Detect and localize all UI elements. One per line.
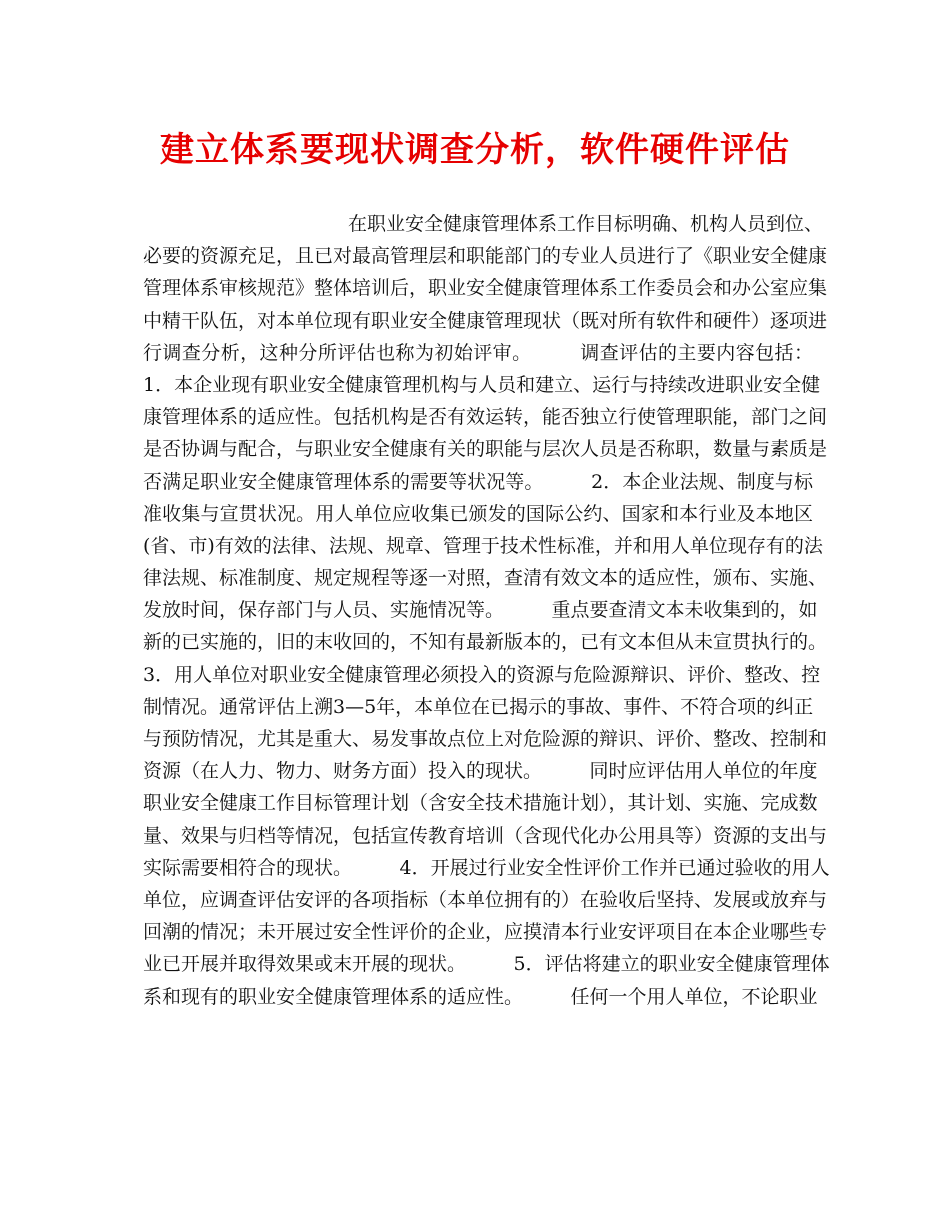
- document-body: [143, 208, 830, 1013]
- body-line: 中精干队伍，对本单位现有职业安全健康管理现状（既对所有软件和硬件）逐项进: [143, 309, 828, 332]
- document-title: 建立体系要现状调查分析，软件硬件评估: [160, 130, 790, 170]
- body-line: 在职业安全健康管理体系工作目标明确、机构人员到位、: [348, 213, 824, 235]
- body-line: 制情况。通常评估上溯3—5年，本单位在已揭示的事故、事件、不符合项的纠正: [143, 695, 814, 718]
- body-line: 职业安全健康工作目标管理计划（含安全技术措施计划），其计划、实施、完成数: [143, 792, 818, 815]
- body-line: 是否协调与配合，与职业安全健康有关的职能与层次人员是否称职，数量与素质是: [143, 438, 828, 461]
- body-line: 实际需要相符合的现状。 4．开展过行业安全性评价工作并已通过验收的用人: [143, 856, 830, 879]
- body-line: 发放时间，保存部门与人员、实施情况等。 重点要查清文本未收集到的，如: [143, 599, 818, 622]
- body-line: 资源（在人力、物力、财务方面）投入的现状。 同时应评估用人单位的年度: [143, 760, 818, 783]
- body-line: 1．本企业现有职业安全健康管理机构与人员和建立、运行与持续改进职业安全健: [143, 373, 821, 396]
- body-line: 否满足职业安全健康管理体系的需要等状况等。 2．本企业法规、制度与标: [143, 470, 813, 493]
- body-line: 量、效果与归档等情况，包括宣传教育培训（含现代化办公用具等）资源的支出与: [143, 824, 828, 847]
- body-line: 行调查分析，这种分所评估也称为初始评审。 调查评估的主要内容包括：: [143, 341, 813, 364]
- body-line: 管理体系审核规范》整体培训后，职业安全健康管理体系工作委员会和办公室应集: [143, 277, 828, 300]
- body-line: 律法规、标准制度、规定规程等逐一对照，查清有效文本的适应性，颁布、实施、: [143, 567, 828, 590]
- body-line: 与预防情况，尤其是重大、易发事故点位上对危险源的辩识、评价、整改、控制和: [143, 728, 828, 750]
- body-line: 系和现有的职业安全健康管理体系的适应性。 任何一个用人单位，不论职业: [143, 985, 818, 1008]
- body-line: 康管理体系的适应性。包括机构是否有效运转，能否独立行使管理职能，部门之间: [143, 406, 828, 429]
- body-line: 单位，应调查评估安评的各项指标（本单位拥有的）在验收后坚持、发展或放弃与: [143, 888, 828, 911]
- body-line: 回潮的情况；未开展过安全性评价的企业，应摸清本行业安评项目在本企业哪些专: [143, 921, 828, 944]
- body-line: 必要的资源充足，且已对最高管理层和职能部门的专业人员进行了《职业安全健康: [143, 245, 828, 268]
- body-line: 3．用人单位对职业安全健康管理必须投入的资源与危险源辩识、评价、整改、控: [143, 663, 821, 686]
- body-line: (省、市)有效的法律、法规、规章、管理于技术性标准，并和用人单位现存有的法: [143, 534, 823, 557]
- body-line: 新的已实施的，旧的末收回的，不知有最新版本的，已有文本但从未宣贯执行的。: [143, 631, 828, 654]
- body-line: 准收集与宣贯状况。用人单位应收集已颁发的国际公约、国家和本行业及本地区: [143, 502, 813, 525]
- body-line: 业已开展并取得效果或末开展的现状。 5．评估将建立的职业安全健康管理体: [143, 953, 830, 976]
